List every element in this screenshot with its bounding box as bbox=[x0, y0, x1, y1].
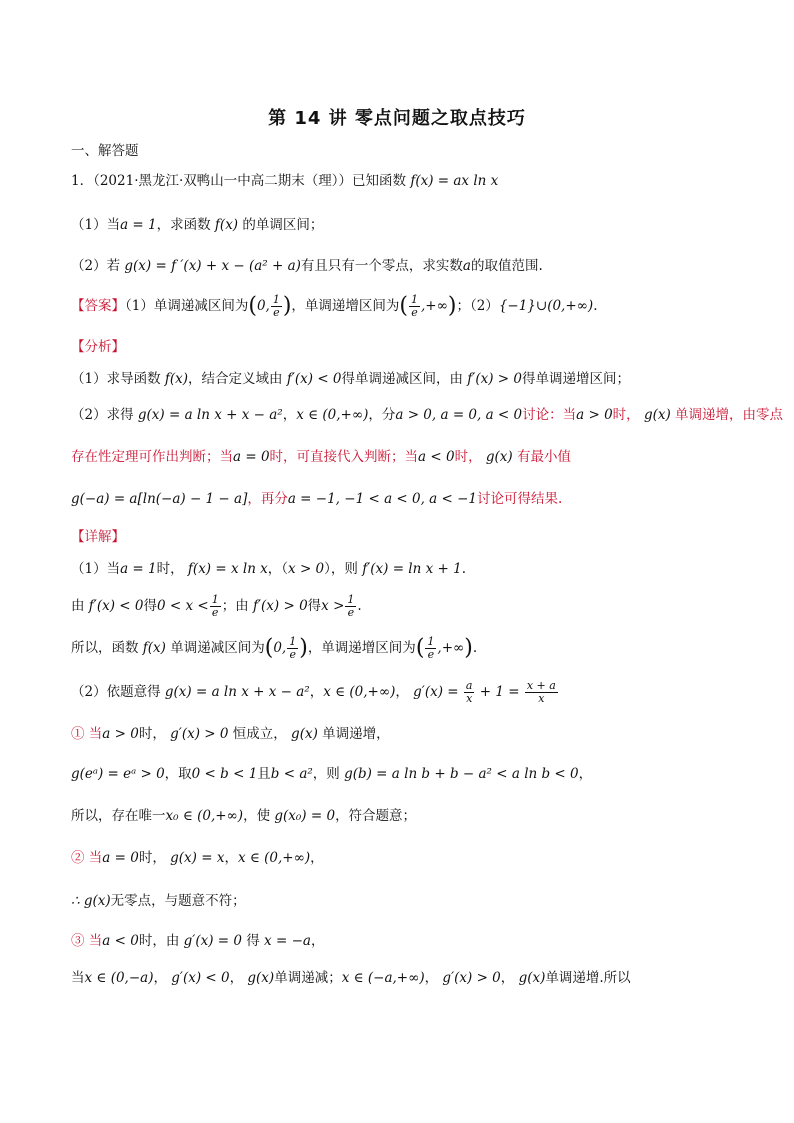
text: 的单调区间； bbox=[242, 217, 324, 233]
case-3-line-2 bbox=[71, 967, 631, 989]
math-expr: x = −a bbox=[259, 933, 311, 949]
text: ， bbox=[224, 850, 238, 866]
math-expr: 0 < x < bbox=[156, 598, 209, 614]
denominator: e bbox=[427, 648, 435, 661]
text: ；（2） bbox=[456, 298, 499, 314]
text: 单调递减区间为 bbox=[170, 640, 265, 656]
case-3-line-1 bbox=[71, 930, 324, 952]
detail-label: 【详解】 bbox=[71, 529, 125, 545]
paren: ) bbox=[464, 635, 473, 661]
detail-line-4 bbox=[71, 680, 559, 705]
math-expr: f′(x) > 0 bbox=[248, 598, 308, 614]
denominator: e bbox=[273, 306, 280, 319]
math-expr: a bbox=[462, 258, 471, 274]
math-expr: a > 0, a = 0, a < 0 bbox=[395, 407, 523, 423]
math-expr: f′(x) < 0 bbox=[282, 371, 342, 387]
detail-line-2 bbox=[71, 594, 362, 619]
analysis-tag bbox=[71, 336, 125, 358]
paren: ( bbox=[399, 293, 409, 319]
text: . bbox=[461, 561, 466, 577]
math-expr: g(b) = a ln b + b − a² < a ln b < 0 bbox=[339, 766, 579, 782]
text: 由 bbox=[71, 598, 85, 614]
text: 时， bbox=[138, 850, 166, 866]
question-text: 1．（2021·黑龙江·双鸭山一中高二期末（理））已知函数 bbox=[71, 173, 407, 189]
text: 得 bbox=[246, 933, 260, 949]
text: . bbox=[593, 298, 598, 314]
math-expr: ,+∞ bbox=[421, 298, 448, 314]
math-expr: x ∈ (0,−a) bbox=[84, 970, 154, 986]
math-expr: f(x) = ax ln x bbox=[406, 173, 499, 189]
numerator: 1 bbox=[347, 593, 355, 606]
text: . bbox=[472, 640, 478, 656]
math-expr: g(x) = a ln x + x − a² bbox=[160, 684, 310, 700]
text: ，求函数 bbox=[156, 217, 211, 233]
fraction bbox=[345, 594, 356, 619]
math-expr: g(x) bbox=[639, 407, 676, 423]
math-expr: f(x) bbox=[160, 371, 189, 387]
paren: ) bbox=[299, 635, 308, 661]
text: ② 当 bbox=[71, 850, 103, 866]
text: 单调递增，由零点 bbox=[675, 407, 784, 423]
text: ， bbox=[282, 407, 297, 423]
paren: ( bbox=[264, 635, 274, 661]
text: 的取值范围. bbox=[470, 258, 543, 274]
text: 时，可直接代入判断；当 bbox=[269, 449, 419, 465]
text: ，符合题意； bbox=[335, 808, 417, 824]
text: 所以，存在唯一 bbox=[71, 808, 166, 824]
question-part-1 bbox=[71, 214, 323, 236]
math-expr: f′(x) = ln x + 1 bbox=[357, 561, 462, 577]
math-expr: a = −1, −1 < a < 0, a < −1 bbox=[287, 491, 478, 507]
math-expr: x ∈ (0,+∞) bbox=[296, 407, 369, 423]
denominator: e bbox=[347, 606, 355, 619]
fraction bbox=[409, 294, 420, 319]
question-part-2 bbox=[71, 255, 543, 277]
math-expr: g(x) = a ln x + x − a² bbox=[133, 407, 283, 423]
denominator: e bbox=[289, 648, 296, 661]
detail-line-1 bbox=[71, 558, 466, 580]
text: ， bbox=[578, 766, 593, 782]
math-expr: g(x) bbox=[481, 449, 517, 465]
math-expr: {−1}∪(0,+∞) bbox=[498, 298, 594, 314]
math-expr: a = 0 bbox=[102, 850, 139, 866]
case-2-line-1 bbox=[71, 847, 324, 869]
fraction bbox=[464, 680, 475, 705]
text: ；由 bbox=[221, 598, 249, 614]
fraction bbox=[425, 636, 436, 661]
math-expr: g′(x) = 0 bbox=[179, 933, 247, 949]
answer-line bbox=[71, 294, 597, 319]
math-expr: a = 1 bbox=[120, 561, 157, 577]
text: 有最小值 bbox=[516, 449, 571, 465]
text: 当 bbox=[71, 970, 85, 986]
text: ，（ bbox=[267, 561, 289, 577]
math-expr: x ∈ (0,+∞) bbox=[237, 850, 311, 866]
math-expr: g(x) bbox=[514, 970, 546, 986]
math-expr: x > bbox=[321, 598, 345, 614]
text: 所以，函数 bbox=[71, 640, 139, 656]
section-label: 一、解答题 bbox=[71, 143, 139, 159]
numerator: 1 bbox=[211, 593, 219, 606]
text: ， bbox=[500, 970, 515, 986]
text: （2）依题意得 bbox=[71, 684, 161, 700]
math-expr: b < a² bbox=[270, 766, 313, 782]
math-expr: x ∈ (0,+∞) bbox=[323, 684, 396, 700]
denominator: e bbox=[211, 606, 219, 619]
answer-tag: 【答案】 bbox=[71, 298, 125, 314]
math-expr: g(x) = f ′(x) + x − (a² + a) bbox=[120, 258, 301, 274]
text: ， bbox=[229, 970, 244, 986]
numerator: 1 bbox=[289, 635, 297, 648]
case-1-line-3 bbox=[71, 805, 416, 827]
text: ， bbox=[310, 933, 325, 949]
text: （1）当 bbox=[71, 217, 121, 233]
text: 且 bbox=[257, 766, 271, 782]
text: ， bbox=[153, 970, 167, 986]
question-1 bbox=[71, 170, 498, 192]
text: ，再分 bbox=[247, 491, 288, 507]
analysis-label: 【分析】 bbox=[71, 339, 125, 355]
math-expr: f′(x) < 0 bbox=[84, 598, 144, 614]
math-expr: g′(x) > 0 bbox=[438, 970, 501, 986]
paren: ( bbox=[415, 635, 425, 661]
case-2-line-2 bbox=[71, 890, 246, 912]
denominator: x bbox=[538, 692, 545, 705]
text: 时， bbox=[138, 726, 166, 742]
text: ， bbox=[309, 684, 324, 700]
text: 讨论可得结果. bbox=[477, 491, 563, 507]
math-expr: g(x₀) = 0 bbox=[270, 808, 336, 824]
text: 恒成立， bbox=[232, 726, 287, 742]
case-1-line-1 bbox=[71, 723, 390, 745]
text: ），则 bbox=[324, 561, 358, 577]
text: 无零点，与题意不符； bbox=[110, 893, 246, 909]
analysis-line-3 bbox=[71, 446, 571, 468]
math-expr: g(eᵃ) = eᵃ > 0 bbox=[71, 766, 165, 782]
paren: ) bbox=[447, 293, 457, 319]
text: ， bbox=[310, 850, 324, 866]
math-expr: 0, bbox=[273, 640, 287, 656]
text: 时， bbox=[454, 449, 482, 465]
math-expr: g(x) = x bbox=[165, 850, 225, 866]
math-expr: 0, bbox=[256, 298, 270, 314]
text: ， bbox=[424, 970, 439, 986]
denominator: e bbox=[411, 306, 418, 319]
math-expr: f(x) bbox=[138, 640, 171, 656]
math-expr: f′(x) > 0 bbox=[463, 371, 522, 387]
numerator: a bbox=[465, 679, 473, 692]
text: 单调递增.所以 bbox=[545, 970, 631, 986]
text: ③ 当 bbox=[71, 933, 103, 949]
text: （2）求得 bbox=[71, 407, 134, 423]
text: 得单调递增区间； bbox=[522, 371, 630, 387]
numerator: 1 bbox=[272, 293, 280, 306]
math-expr: 0 < b < 1 bbox=[191, 766, 258, 782]
text: ，使 bbox=[243, 808, 271, 824]
numerator: x + a bbox=[526, 679, 556, 692]
math-expr: x ∈ (−a,+∞) bbox=[341, 970, 425, 986]
fraction bbox=[525, 680, 558, 705]
text: 讨论：当 bbox=[522, 407, 577, 423]
text: （2）若 bbox=[71, 258, 121, 274]
text: ，取 bbox=[164, 766, 192, 782]
math-expr: a = 0 bbox=[233, 449, 270, 465]
math-expr: f(x) bbox=[210, 217, 243, 233]
analysis-line-4 bbox=[71, 488, 562, 510]
paren: ) bbox=[282, 293, 292, 319]
text: （1）求导函数 bbox=[71, 371, 161, 387]
text: ， bbox=[395, 684, 409, 700]
paren: ( bbox=[248, 293, 257, 319]
analysis-line-1 bbox=[71, 368, 630, 390]
text: 单调递增， bbox=[322, 726, 390, 742]
text: 得 bbox=[143, 598, 157, 614]
text: 时， bbox=[612, 407, 640, 423]
text: ① 当 bbox=[71, 726, 103, 742]
text: ，结合定义域由 bbox=[188, 371, 283, 387]
math-expr: x > 0 bbox=[288, 561, 325, 577]
detail-line-3 bbox=[71, 636, 477, 661]
math-expr: a > 0 bbox=[102, 726, 139, 742]
text: ，分 bbox=[368, 407, 396, 423]
math-expr: g(x) bbox=[243, 970, 275, 986]
math-expr: ,+∞ bbox=[437, 640, 465, 656]
math-expr: g′(x) < 0 bbox=[166, 970, 230, 986]
math-expr: ∴ g(x) bbox=[71, 893, 111, 909]
math-expr: g(x) bbox=[286, 726, 323, 742]
math-expr: g′(x) > 0 bbox=[165, 726, 233, 742]
text: ，单调递增区间为 bbox=[291, 298, 400, 314]
math-expr: a < 0 bbox=[418, 449, 455, 465]
text: 单调递减； bbox=[274, 970, 342, 986]
text: 有且只有一个零点，求实数 bbox=[300, 258, 463, 274]
fraction bbox=[271, 294, 282, 319]
math-expr: g(−a) = a[ln(−a) − 1 − a] bbox=[71, 491, 248, 507]
text: 时，由 bbox=[138, 933, 180, 949]
text: ，单调递增区间为 bbox=[307, 640, 416, 656]
text: ，则 bbox=[312, 766, 340, 782]
fraction bbox=[287, 636, 298, 661]
page-title: 第 14 讲 零点问题之取点技巧 bbox=[268, 108, 526, 129]
text: （1）单调递减区间为 bbox=[125, 298, 249, 314]
denominator: x bbox=[466, 692, 473, 705]
math-expr: a = 1 bbox=[120, 217, 157, 233]
math-expr: f(x) = x ln x bbox=[183, 561, 268, 577]
text: 时， bbox=[156, 561, 184, 577]
math-expr: a > 0 bbox=[576, 407, 613, 423]
case-1-line-2 bbox=[71, 763, 592, 785]
text: （1）当 bbox=[71, 561, 121, 577]
numerator: 1 bbox=[427, 635, 435, 648]
math-expr: x₀ ∈ (0,+∞) bbox=[165, 808, 244, 824]
text: 得 bbox=[307, 598, 322, 614]
analysis-line-2 bbox=[71, 404, 783, 426]
math-expr: g′(x) = bbox=[408, 684, 463, 700]
detail-tag bbox=[71, 526, 125, 548]
fraction bbox=[210, 594, 221, 619]
section-heading bbox=[71, 140, 139, 162]
numerator: 1 bbox=[411, 293, 419, 306]
math-expr: a < 0 bbox=[102, 933, 139, 949]
text: 存在性定理可作出判断；当 bbox=[71, 449, 233, 465]
text: 得单调递减区间，由 bbox=[341, 371, 464, 387]
text: . bbox=[357, 598, 362, 614]
math-expr: + 1 = bbox=[475, 684, 524, 700]
